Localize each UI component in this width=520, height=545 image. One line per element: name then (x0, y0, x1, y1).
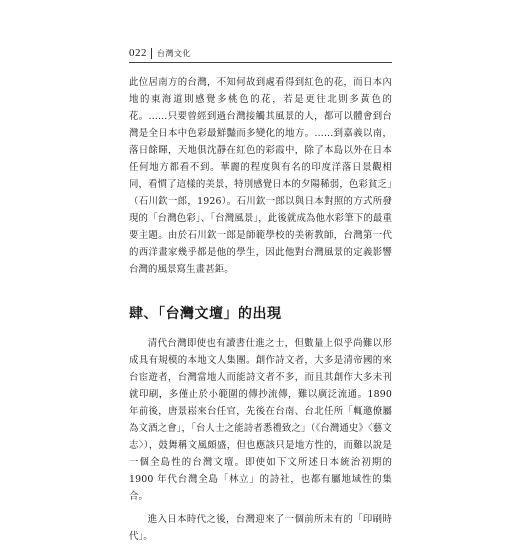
section-heading: 肆、「台灣文壇」的出現 (129, 306, 282, 322)
body-paragraph: 進入日本時代之後，台灣迎來了一個前所未有的「印刷時代」。 (129, 514, 392, 542)
page-number: 022 (129, 47, 147, 59)
page-body (129, 74, 392, 545)
book-title: 台灣文化 (157, 48, 191, 58)
running-header (129, 44, 191, 62)
header-rule (129, 62, 392, 63)
body-paragraph: 此位居南方的台灣，不知何故到處看得到紅色的花，而日本內地的東海道則感覺多桃色的花，若是更往北則多黃色的花。……只要曾經到過台灣接觸其風景的人，都可以體會到台灣是全日本中色彩最鮮豔而多變化的地方。……到嘉義以南，落日餘暉，天地俱沈靜在紅色的彩霞中，除了本島以外在日本任何地方都看不到。華麗的程度與有名的印度洋落日景觀相同，看慣了這樣的美景，特別感覺日本的夕陽稀弱，色彩貧乏」（石川欽一郎，1926）。石川欽一郎以與日本對照的方式所發現的「台灣色彩」、「台灣風景」，此後就成為他水彩筆下的最重要主題。由於石川欽一郎是師範學校的美術教師，台灣第一代的西洋畫家幾乎都是他的學生，因此他對台灣風景的定義影響台灣的風景寫生畫甚鉅。 (129, 77, 392, 275)
body-paragraph: 清代台灣即使也有讀書仕進之士，但數量上似乎尚難以形成具有規模的本地文人集團。創作詩文者，大多是清帝國的來台宦遊者，台灣當地人而能詩文者不多，而且其創作大多未刊就印刷，多僅止於小範圍的傳抄流傳，難以廣泛流通。1890 年前後，唐景崧來台任官，先後在台南、台北任所「輒邀僚屬為文酒之會」，「台人士之能詩者悉禮致之」（《台灣通史》〈藝文志〉），鼓舞稱文風頗盛，但也應該只是地方性的，而難以說是一個全島性的台灣文壇。即使如下文所述日本統治初期的 1900 年代台灣全島「林立」的詩社，也都有屬地域性的集合。 (129, 338, 392, 502)
header-separator (151, 48, 152, 59)
